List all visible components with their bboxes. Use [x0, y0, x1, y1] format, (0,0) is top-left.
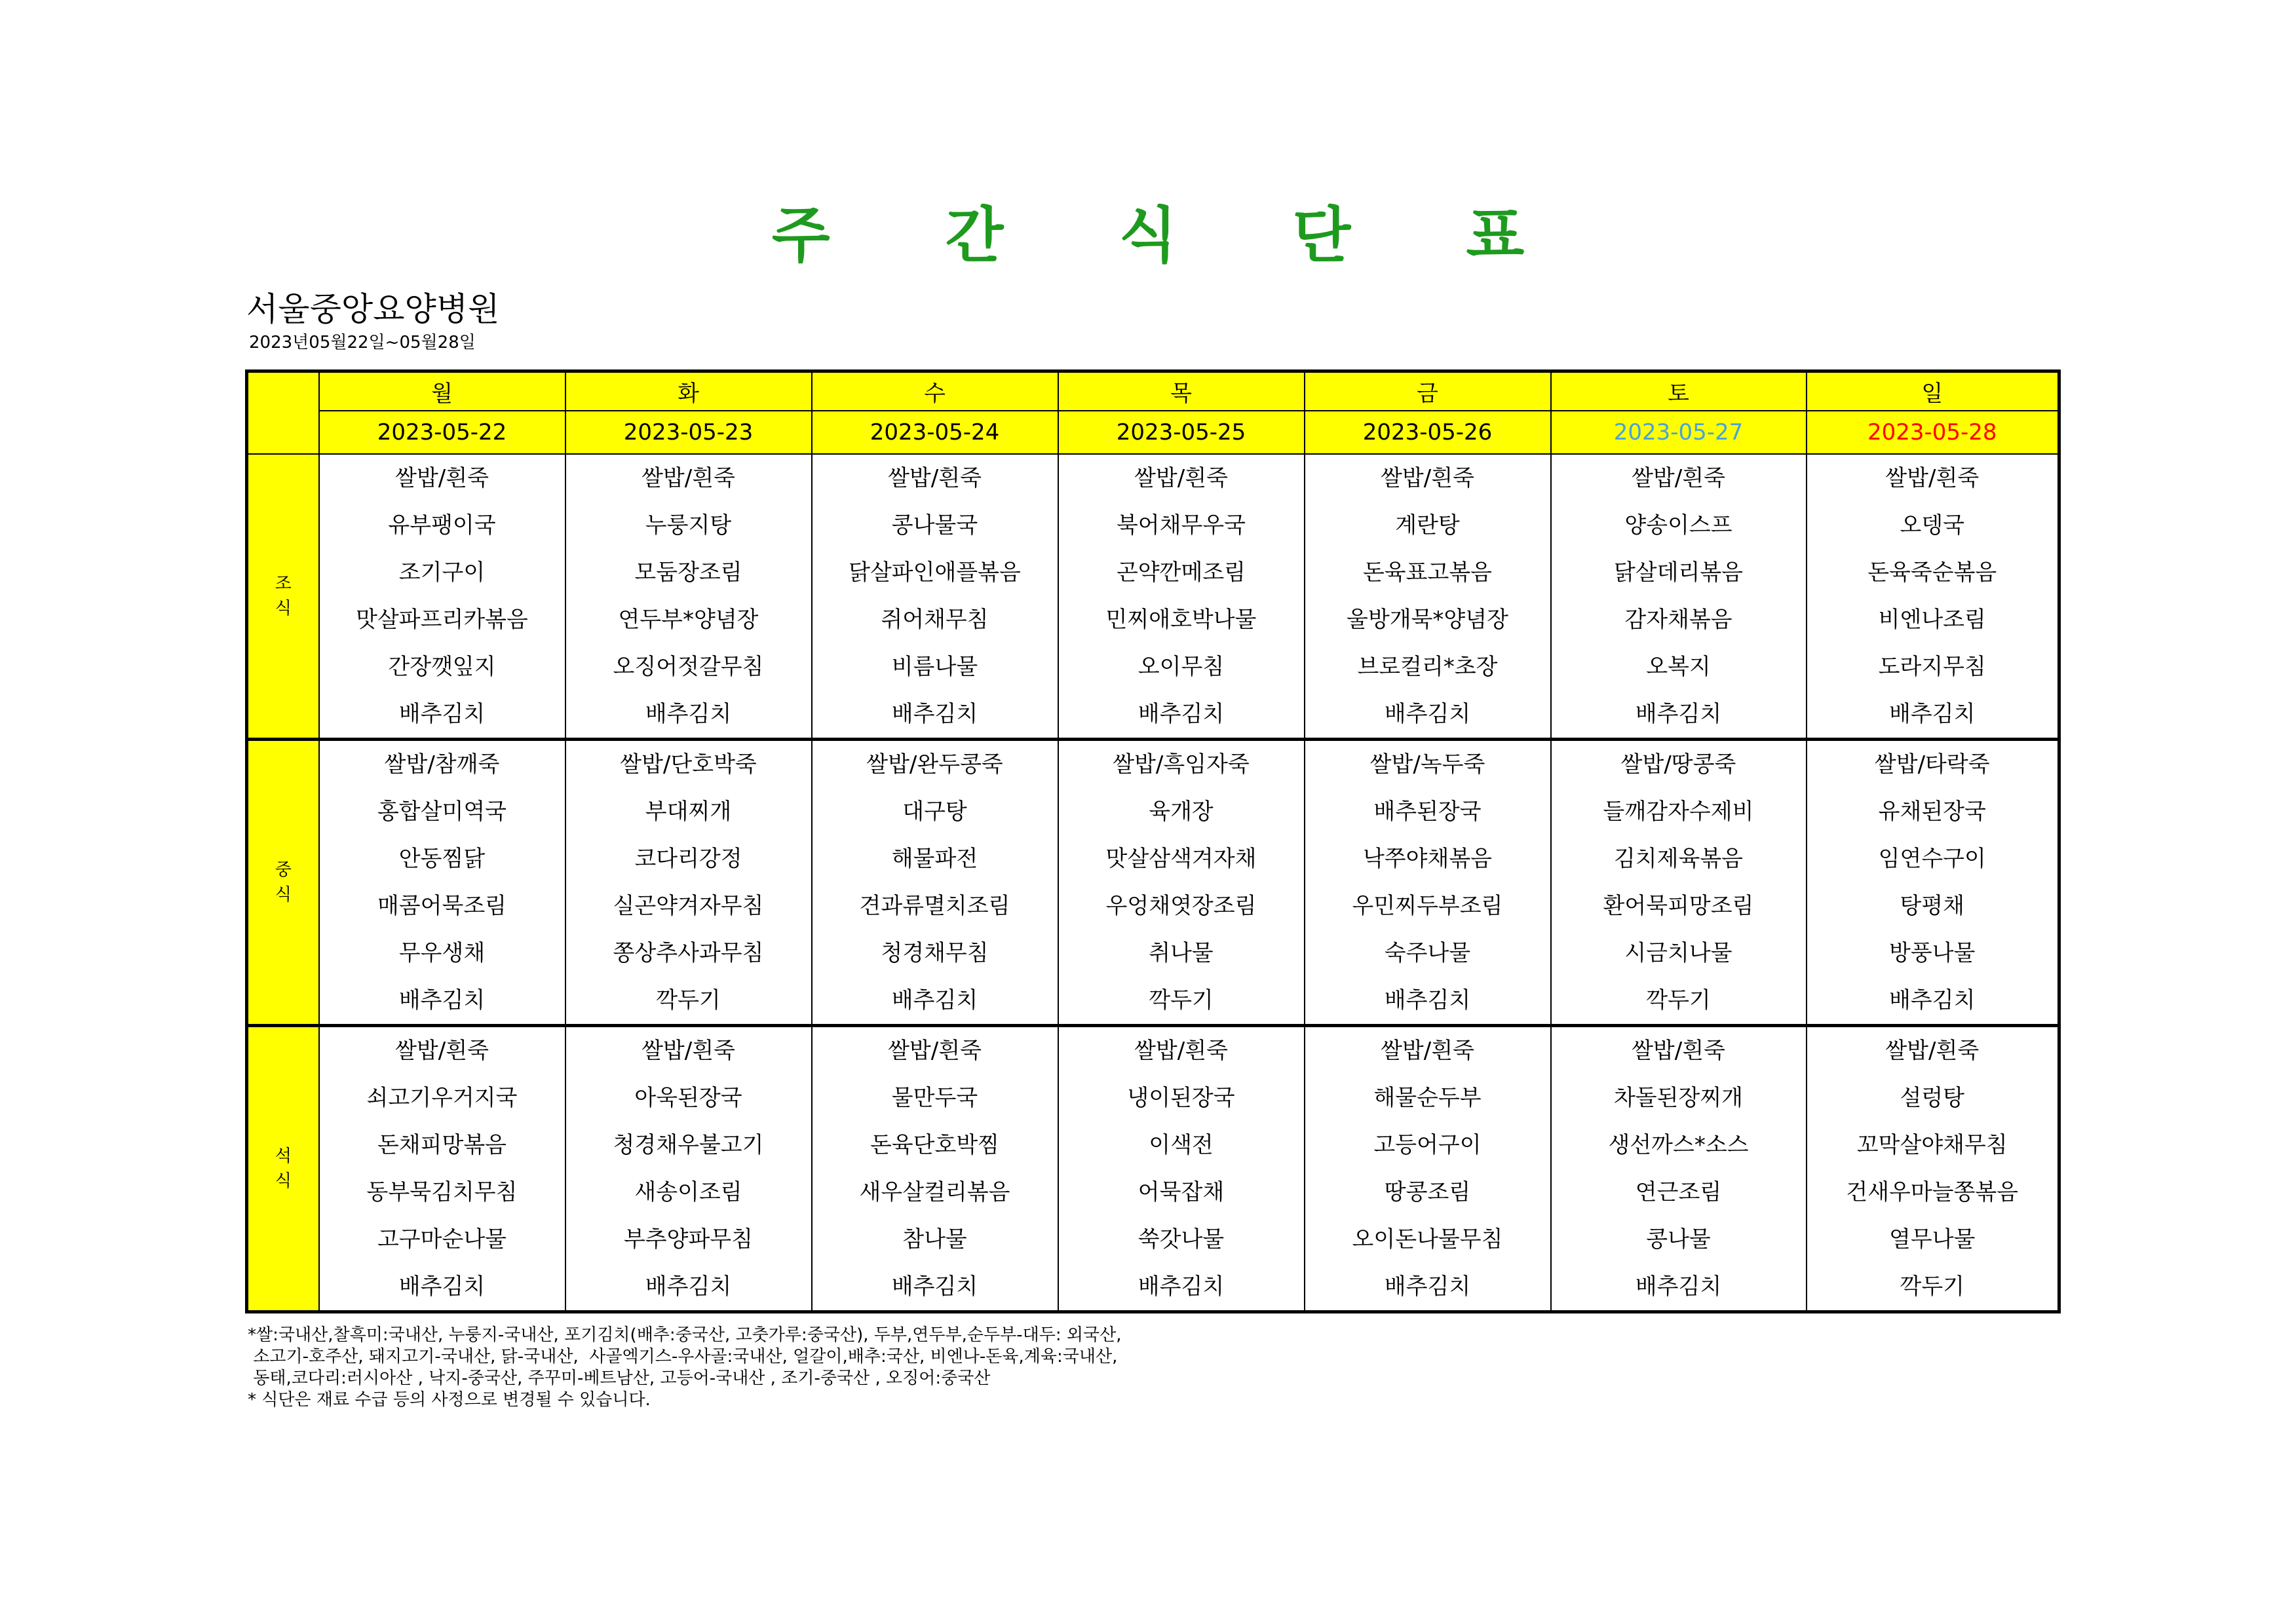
note-line: *쌀:국내산,찰흑미:국내산, 누룽지-국내산, 포기김치(배추:중국산, 고춧가루:중국산), 두부,연두부,순두부-대두: 외국산,	[248, 1325, 1122, 1345]
dish-item: 쌀밥/흰죽	[1381, 1037, 1474, 1064]
menu-cell	[1551, 1025, 1807, 1312]
dish-item: 쌀밥/흰죽	[1632, 1037, 1725, 1064]
dish-item: 꼬막살야채무침	[1856, 1131, 2008, 1158]
day-header: 일	[1807, 371, 2059, 411]
dish-item: 배추김치	[891, 987, 978, 1013]
note-line: 동태,코다리:러시아산 , 낙지-중국산, 주꾸미-베트남산, 고등어-국내산 , 조기-중국산 , 오징어:중국산	[248, 1369, 991, 1388]
dish-item: 쌀밥/흰죽	[641, 464, 735, 491]
dish-item: 배추김치	[1384, 1273, 1471, 1300]
date-header: 2023-05-25	[1058, 411, 1305, 454]
dish-item: 쌀밥/단호박죽	[620, 751, 757, 778]
dish-item: 닭살파인애플볶음	[849, 559, 1021, 586]
dish-item: 김치제육볶음	[1613, 845, 1744, 872]
dish-item: 계란탕	[1395, 512, 1460, 538]
dish-item: 깍두기	[1900, 1273, 1965, 1300]
dish-item: 맛살파프리카볶음	[356, 606, 528, 633]
dish-item: 임연수구이	[1878, 845, 1986, 872]
dish-item: 우엉채엿장조림	[1105, 892, 1257, 919]
dish-item: 쌀밥/흰죽	[1134, 1037, 1228, 1064]
dish-item: 쌀밥/흰죽	[1885, 1037, 1980, 1064]
date-header: 2023-05-26	[1305, 411, 1551, 454]
dish-item: 생선까스*소스	[1608, 1131, 1749, 1158]
dish-item: 오뎅국	[1900, 512, 1965, 538]
menu-cell	[565, 1025, 812, 1312]
note-line: 소고기-호주산, 돼지고기-국내산, 닭-국내산, 사골엑기스-우사골:국내산, 얼갈이,배추:국산, 비엔나-돈육,계육:국내산,	[248, 1347, 1118, 1367]
dish-item: 취나물	[1149, 939, 1214, 966]
dish-item: 배추김치	[1384, 700, 1471, 727]
dish-item: 닭살데리볶음	[1613, 559, 1744, 586]
dish-item: 쌀밥/땅콩죽	[1620, 751, 1736, 778]
date-header: 2023-05-23	[565, 411, 812, 454]
dish-item: 땅콩조림	[1384, 1179, 1471, 1205]
meal-row	[247, 1025, 2059, 1312]
menu-cell	[1058, 739, 1305, 1025]
dish-item: 쌀밥/흰죽	[395, 464, 489, 491]
menu-cell	[1058, 1025, 1305, 1312]
dish-item: 해물파전	[891, 845, 978, 872]
dish-item: 쌀밥/완두콩죽	[866, 751, 1003, 778]
dish-item: 쑥갓나물	[1138, 1226, 1225, 1253]
dish-item: 쌀밥/녹두죽	[1369, 751, 1485, 778]
dish-item: 고등어구이	[1373, 1131, 1482, 1158]
dish-item: 간장깻잎지	[388, 653, 496, 680]
dish-item: 모둠장조림	[634, 559, 742, 586]
day-header: 목	[1058, 371, 1305, 411]
dish-item: 홍합살미역국	[377, 798, 507, 825]
dish-item: 고구마순나물	[377, 1226, 507, 1253]
dish-item: 참나물	[902, 1226, 967, 1253]
dish-item: 돈육단호박찜	[870, 1131, 1000, 1158]
dish-item: 설렁탕	[1900, 1084, 1965, 1111]
dish-item: 배추김치	[1138, 700, 1225, 727]
dish-item: 견과류멸치조림	[859, 892, 1010, 919]
dish-item: 환어묵피망조림	[1603, 892, 1754, 919]
dish-item: 곤약깐메조림	[1116, 559, 1246, 586]
menu-cell	[812, 739, 1058, 1025]
dish-item: 쌀밥/흰죽	[1885, 464, 1980, 491]
day-header: 화	[565, 371, 812, 411]
dish-item: 깍두기	[1646, 987, 1711, 1013]
dish-item: 쥐어채무침	[881, 606, 989, 633]
dish-item: 숙주나물	[1384, 939, 1471, 966]
dish-item: 깍두기	[1149, 987, 1214, 1013]
dish-item: 돈채피망볶음	[377, 1131, 507, 1158]
dish-item: 유채된장국	[1878, 798, 1986, 825]
dish-item: 울방개묵*양념장	[1347, 606, 1508, 633]
dish-item: 물만두국	[891, 1084, 978, 1111]
dish-item: 청경채우불고기	[613, 1131, 764, 1158]
page-title: 주 간 식 단 표	[771, 200, 1572, 271]
dish-item: 냉이된장국	[1127, 1084, 1235, 1111]
dish-item: 차돌된장찌개	[1613, 1084, 1744, 1111]
menu-period: 2023년05월22일~05월28일	[249, 333, 476, 352]
menu-cell	[319, 1025, 565, 1312]
origin-notes	[248, 1325, 1122, 1411]
dish-item: 깍두기	[656, 987, 721, 1013]
dish-item: 쌀밥/타락죽	[1874, 751, 1990, 778]
dish-item: 매콤어묵조림	[377, 892, 507, 919]
dish-item: 부추양파무침	[623, 1226, 754, 1253]
dish-item: 어묵잡채	[1138, 1179, 1225, 1205]
menu-cell	[812, 454, 1058, 740]
dish-item: 연근조림	[1635, 1179, 1722, 1205]
dish-item: 쌀밥/흑임자죽	[1113, 751, 1250, 778]
meal-row	[247, 454, 2059, 740]
dish-item: 쌀밥/흰죽	[641, 1037, 735, 1064]
dish-item: 방풍나물	[1889, 939, 1976, 966]
menu-cell	[1551, 454, 1807, 740]
dish-item: 배추김치	[1889, 987, 1976, 1013]
dish-item: 동부묵김치무침	[366, 1179, 518, 1205]
dish-item: 돈육죽순볶음	[1867, 559, 1997, 586]
dish-item: 쌀밥/흰죽	[1632, 464, 1725, 491]
dish-item: 아욱된장국	[634, 1084, 742, 1111]
dish-item: 우민찌두부조림	[1352, 892, 1503, 919]
dish-item: 콩나물국	[891, 512, 978, 538]
menu-cell	[1305, 454, 1551, 740]
dish-item: 유부팽이국	[388, 512, 496, 538]
date-header: 2023-05-24	[812, 411, 1058, 454]
dish-item: 배추김치	[398, 987, 486, 1013]
dish-item: 북어채무우국	[1116, 512, 1246, 538]
dish-item: 낙쭈야채볶음	[1362, 845, 1493, 872]
dish-item: 들깨감자수제비	[1603, 798, 1754, 825]
dish-item: 배추김치	[1635, 700, 1722, 727]
dish-item: 실곤약겨자무침	[613, 892, 764, 919]
dish-item: 쌀밥/흰죽	[888, 464, 982, 491]
dish-item: 열무나물	[1889, 1226, 1976, 1253]
meal-label	[247, 739, 319, 1025]
dish-item: 청경채무침	[881, 939, 989, 966]
dish-item: 배추김치	[1138, 1273, 1225, 1300]
dish-item: 도라지무침	[1878, 653, 1986, 680]
menu-cell	[1305, 1025, 1551, 1312]
menu-cell	[565, 739, 812, 1025]
dish-item: 오복지	[1646, 653, 1711, 680]
dish-item: 육개장	[1149, 798, 1214, 825]
dish-item: 비엔나조림	[1878, 606, 1986, 633]
dish-item: 쌀밥/흰죽	[1134, 464, 1228, 491]
dish-item: 양송이스프	[1624, 512, 1732, 538]
dish-item: 배추김치	[1635, 1273, 1722, 1300]
menu-cell	[1058, 454, 1305, 740]
dish-item: 배추김치	[891, 1273, 978, 1300]
note-line: * 식단은 재료 수급 등의 사정으로 변경될 수 있습니다.	[248, 1390, 651, 1410]
day-header: 수	[812, 371, 1058, 411]
dish-item: 이색전	[1149, 1131, 1214, 1158]
dish-item: 쌀밥/참깨죽	[384, 751, 500, 778]
header-corner	[247, 371, 319, 454]
header-day-row	[247, 371, 2059, 411]
dish-item: 누룽지탕	[645, 512, 732, 538]
dish-item: 배추김치	[645, 700, 732, 727]
dish-item: 배추김치	[1384, 987, 1471, 1013]
dish-item: 조기구이	[398, 559, 486, 586]
dish-item: 배추된장국	[1373, 798, 1482, 825]
meal-label	[247, 454, 319, 740]
date-header: 2023-05-28	[1807, 411, 2059, 454]
day-header: 금	[1305, 371, 1551, 411]
dish-item: 돈육표고볶음	[1362, 559, 1493, 586]
dish-item: 오이돈나물무침	[1352, 1226, 1503, 1253]
dish-item: 오이무침	[1138, 653, 1225, 680]
menu-cell	[1807, 1025, 2059, 1312]
dish-item: 쌀밥/흰죽	[395, 1037, 489, 1064]
date-header: 2023-05-27	[1551, 411, 1807, 454]
date-header: 2023-05-22	[319, 411, 565, 454]
menu-cell	[319, 739, 565, 1025]
menu-cell	[1305, 739, 1551, 1025]
dish-item: 배추김치	[891, 700, 978, 727]
menu-cell	[1807, 739, 2059, 1025]
dish-item: 맛살삼색겨자채	[1105, 845, 1257, 872]
dish-item: 건새우마늘쫑볶음	[1846, 1179, 2019, 1205]
dish-item: 무우생채	[398, 939, 486, 966]
weekly-menu-table	[245, 369, 2061, 1313]
dish-item: 배추김치	[398, 700, 486, 727]
day-header: 토	[1551, 371, 1807, 411]
dish-item: 새우살컬리볶음	[859, 1179, 1010, 1205]
meal-label-text: 중식	[275, 859, 292, 905]
dish-item: 쇠고기우거지국	[366, 1084, 518, 1111]
menu-cell	[812, 1025, 1058, 1312]
dish-item: 비름나물	[891, 653, 978, 680]
dish-item: 쌀밥/흰죽	[888, 1037, 982, 1064]
dish-item: 부대찌개	[645, 798, 732, 825]
dish-item: 연두부*양념장	[618, 606, 759, 633]
day-header: 월	[319, 371, 565, 411]
dish-item: 쌀밥/흰죽	[1381, 464, 1474, 491]
dish-item: 배추김치	[398, 1273, 486, 1300]
dish-item: 쫑상추사과무침	[613, 939, 764, 966]
dish-item: 배추김치	[645, 1273, 732, 1300]
dish-item: 민찌애호박나물	[1105, 606, 1257, 633]
dish-item: 새송이조림	[634, 1179, 742, 1205]
dish-item: 탕평채	[1900, 892, 1965, 919]
dish-item: 콩나물	[1646, 1226, 1711, 1253]
dish-item: 안동찜닭	[398, 845, 486, 872]
dish-item: 대구탕	[902, 798, 967, 825]
meal-label-text: 석식	[275, 1146, 292, 1191]
dish-item: 시금치나물	[1624, 939, 1732, 966]
dish-item: 감자채볶음	[1624, 606, 1732, 633]
header-date-row	[247, 411, 2059, 454]
dish-item: 브로컬리*초장	[1357, 653, 1498, 680]
dish-item: 배추김치	[1889, 700, 1976, 727]
meal-label	[247, 1025, 319, 1312]
menu-cell	[1551, 739, 1807, 1025]
dish-item: 해물순두부	[1373, 1084, 1482, 1111]
menu-cell	[1807, 454, 2059, 740]
menu-cell	[319, 454, 565, 740]
dish-item: 코다리강정	[634, 845, 742, 872]
menu-cell	[565, 454, 812, 740]
meal-row	[247, 739, 2059, 1025]
hospital-name: 서울중앙요양병원	[246, 290, 500, 328]
dish-item: 오징어젓갈무침	[613, 653, 764, 680]
meal-label-text: 조식	[275, 573, 292, 618]
